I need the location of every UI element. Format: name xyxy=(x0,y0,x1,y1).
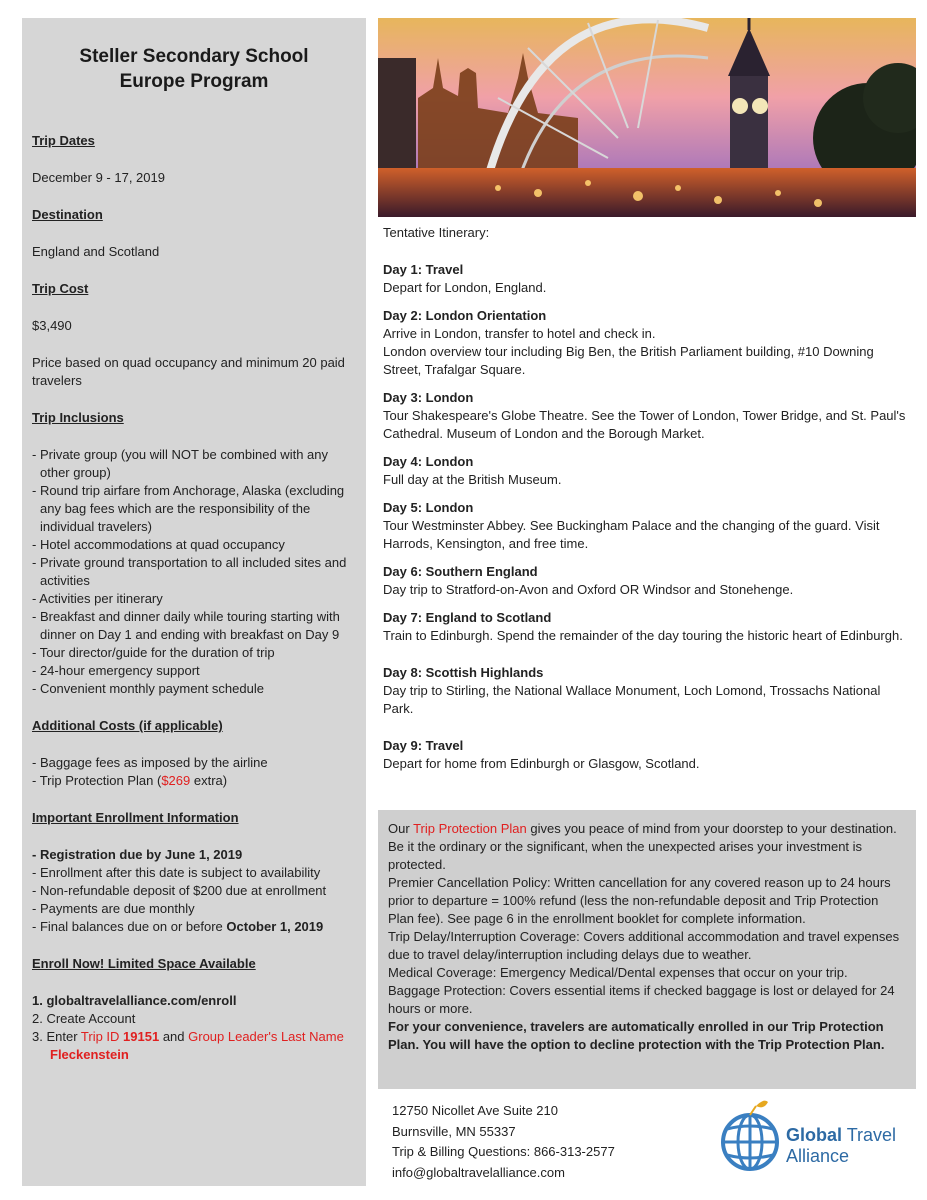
enrollment-heading: Important Enrollment Information xyxy=(32,810,239,825)
trip-dates-heading: Trip Dates xyxy=(32,133,95,148)
list-item: - Activities per itinerary xyxy=(32,591,163,606)
additional-costs-heading: Additional Costs (if applicable) xyxy=(32,718,223,733)
auto-enroll-note: For your convenience, travelers are automatically enrolled in our Trip Protection Plan. You will have the option to decline protection with the Trip Protection Plan. xyxy=(388,1019,885,1052)
list-item: - Private ground transportation to all included sites and activities xyxy=(32,555,347,588)
list-item: 3. Enter Trip ID 19151 and Group Leader's Last Name Fleckenstein xyxy=(32,1029,344,1062)
phone-line: Trip & Billing Questions: 866-313-2577 xyxy=(392,1144,615,1159)
list-item: - Private group (you will NOT be combined with any other group) xyxy=(32,447,328,480)
enroll-now-heading: Enroll Now! Limited Space Available xyxy=(32,956,256,971)
list-item: - Non-refundable deposit of $200 due at enrollment xyxy=(32,883,327,898)
globe-icon xyxy=(716,1098,796,1178)
trip-cost-value: $3,490 xyxy=(32,318,72,333)
trip-dates-value: December 9 - 17, 2019 xyxy=(32,170,165,185)
list-item: - Convenient monthly payment schedule xyxy=(32,681,264,696)
delay-coverage: Trip Delay/Interruption Coverage: Covers additional accommodation and travel expenses due to travel delay/interruption including delays due to weather. xyxy=(388,929,900,962)
school-name: Steller Secondary School xyxy=(79,46,309,67)
trip-cost-note: Price based on quad occupancy and minimum 20 paid travelers xyxy=(32,355,345,388)
day-description: Depart for home from Edinburgh or Glasgow, Scotland. xyxy=(383,756,700,771)
day-title: Day 3: London xyxy=(383,390,474,405)
destination-value: England and Scotland xyxy=(32,244,160,259)
list-item: - Breakfast and dinner daily while touring starting with dinner on Day 1 and ending with breakfast on Day 9 xyxy=(32,609,340,642)
medical-coverage: Medical Coverage: Emergency Medical/Dental expenses that occur on your trip. xyxy=(388,965,848,980)
enroll-steps xyxy=(32,992,356,1064)
list-item: - Final balances due on or before October 1, 2019 xyxy=(32,919,324,934)
day-title: Day 2: London Orientation xyxy=(383,308,547,323)
itinerary-day-6 xyxy=(383,563,913,599)
trip-protection-link[interactable]: Trip Protection Plan xyxy=(413,821,527,836)
day-description: Arrive in London, transfer to hotel and check in. London overview tour including Big Ben, the British Parliament building, #10 Downing Street, Trafalgar Square. xyxy=(383,326,874,377)
day-description: Depart for London, England. xyxy=(383,280,547,295)
itinerary xyxy=(383,224,913,783)
list-item: - Payments are due monthly xyxy=(32,901,195,916)
day-description: Day trip to Stirling, the National Wallace Monument, Loch Lomond, Trossachs National Park. xyxy=(383,683,881,716)
itinerary-day-8 xyxy=(383,664,913,718)
list-item: - Hotel accommodations at quad occupancy xyxy=(32,537,285,552)
enrollment-list xyxy=(32,846,356,936)
destination-heading: Destination xyxy=(32,207,103,222)
day-description: Full day at the British Museum. xyxy=(383,472,562,487)
left-info-panel xyxy=(22,18,366,1186)
trip-cost-heading: Trip Cost xyxy=(32,281,89,296)
list-item: - Enrollment after this date is subject to availability xyxy=(32,865,321,880)
itinerary-day-4 xyxy=(383,453,913,489)
day-title: Day 7: England to Scotland xyxy=(383,610,552,625)
inclusions-heading: Trip Inclusions xyxy=(32,410,124,425)
list-item: - Trip Protection Plan ($269 extra) xyxy=(32,773,228,788)
london-photo xyxy=(378,18,916,217)
day-description: Tour Shakespeare's Globe Theatre. See the Tower of London, Tower Bridge, and St. Paul's Cathedral. Museum of London and the Borough Market. xyxy=(383,408,906,441)
itinerary-day-1 xyxy=(383,261,913,297)
protection-intro: Our Trip Protection Plan gives you peace of mind from your doorstep to your destination. Be it the ordinary or the significant, when the unexpected arises your investment is protected. xyxy=(388,821,897,872)
contact-info xyxy=(392,1101,615,1183)
program-title xyxy=(32,44,356,94)
day-description: Tour Westminster Abbey. See Buckingham Palace and the changing of the guard. Visit Harrods, Kensington, and free time. xyxy=(383,518,880,551)
day-title: Day 9: Travel xyxy=(383,738,464,753)
program-name: Europe Program xyxy=(119,71,269,92)
day-title: Day 6: Southern England xyxy=(383,564,538,579)
day-description: Day trip to Stratford-on-Avon and Oxford OR Windsor and Stonehenge. xyxy=(383,582,794,597)
list-item: 2. Create Account xyxy=(32,1011,136,1026)
list-item: - Registration due by June 1, 2019 xyxy=(32,847,243,862)
cancellation-policy: Premier Cancellation Policy: Written cancellation for any covered reason up to 24 hours prior to departure = 100% refund (less the non-refundable deposit and Trip Protection Plan fee). See page 6 in the enrollment booklet for complete information. xyxy=(388,875,891,926)
day-title: Day 4: London xyxy=(383,454,474,469)
address-line-1: 12750 Nicollet Ave Suite 210 xyxy=(392,1103,558,1118)
itinerary-day-5 xyxy=(383,499,913,553)
trip-protection-box xyxy=(378,810,916,1089)
list-item: - Baggage fees as imposed by the airline xyxy=(32,755,268,770)
address-line-2: Burnsville, MN 55337 xyxy=(392,1123,516,1139)
baggage-protection: Baggage Protection: Covers essential items if checked baggage is lost or delayed for 24 hours or more. xyxy=(388,983,895,1016)
list-item: - 24-hour emergency support xyxy=(32,663,200,678)
email-link[interactable]: info@globaltravelalliance.com xyxy=(392,1164,565,1180)
itinerary-day-7 xyxy=(383,609,913,645)
itinerary-day-3 xyxy=(383,389,913,443)
final-date: October 1, 2019 xyxy=(226,919,324,934)
list-item: - Tour director/guide for the duration of trip xyxy=(32,645,275,660)
day-title: Day 8: Scottish Highlands xyxy=(383,665,544,680)
itinerary-title: Tentative Itinerary: xyxy=(383,225,490,240)
logo-wordmark: Global Travel Alliance xyxy=(786,1125,897,1166)
additional-costs-list xyxy=(32,754,356,790)
day-title: Day 1: Travel xyxy=(383,262,464,277)
inclusions-list xyxy=(32,446,356,698)
day-title: Day 5: London xyxy=(383,500,474,515)
enroll-url-link[interactable]: 1. globaltravelalliance.com/enroll xyxy=(32,993,237,1008)
day-description: Train to Edinburgh. Spend the remainder of the day touring the historic heart of Edinburgh. xyxy=(383,628,903,643)
trip-id: 19151 xyxy=(123,1029,160,1044)
leader-name: Fleckenstein xyxy=(50,1047,129,1062)
protection-price: $269 xyxy=(161,773,191,788)
itinerary-day-9 xyxy=(383,737,913,773)
list-item: - Round trip airfare from Anchorage, Alaska (excluding any bag fees which are the responsibility of the individual travelers) xyxy=(32,483,345,534)
itinerary-day-2 xyxy=(383,307,913,379)
